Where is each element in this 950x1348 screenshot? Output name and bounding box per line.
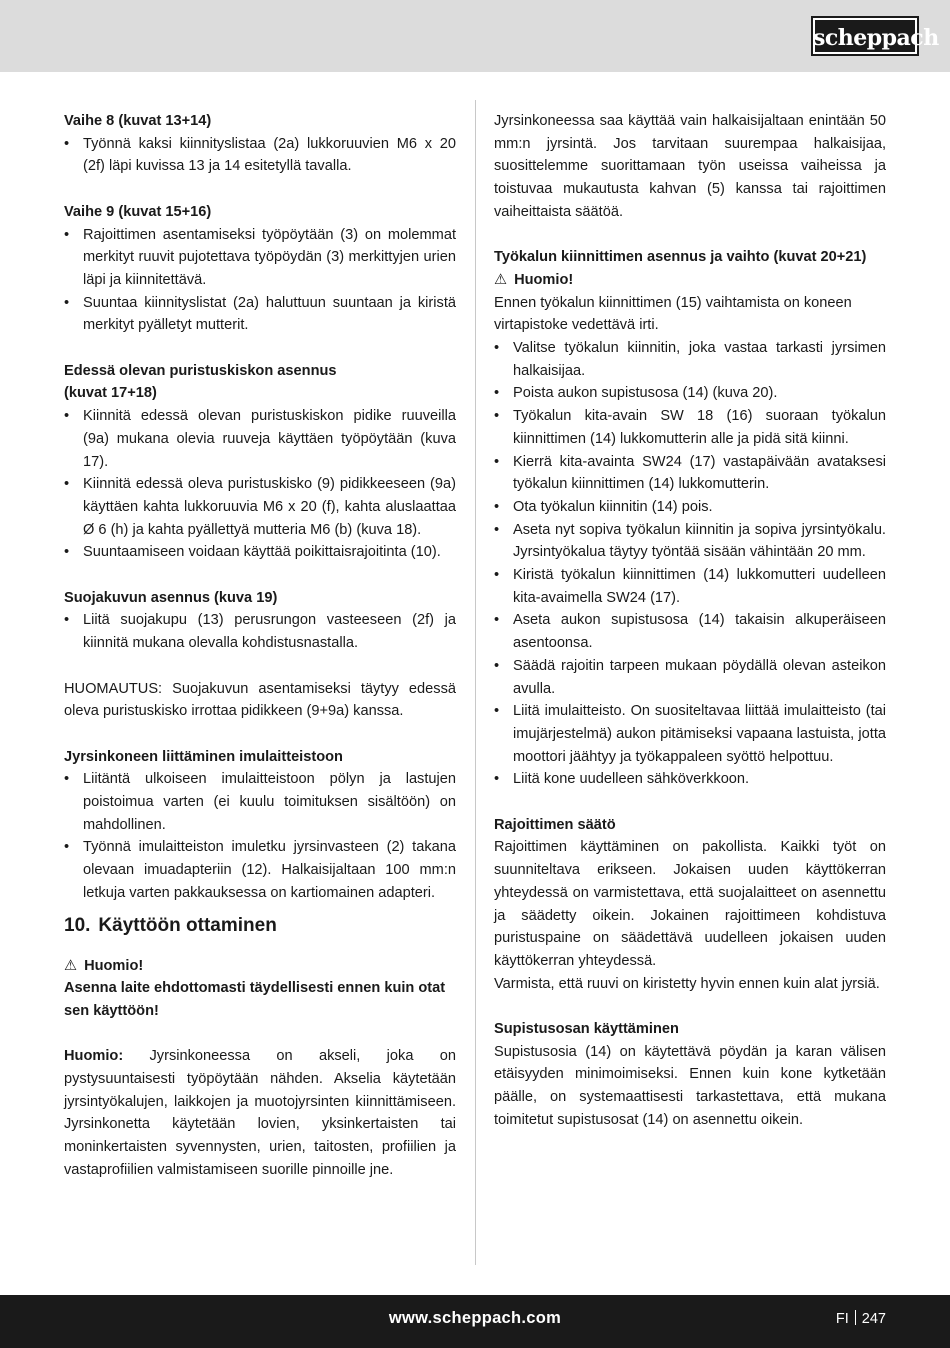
clamp-heading: Edessä olevan puristuskiskon asennus [64,362,337,379]
section-number: 10. [64,914,91,936]
tool-list [494,337,886,791]
reduction-heading: Supistusosan käyttäminen [494,1021,679,1038]
step9-list [64,224,456,338]
scheppach-logo: scheppach [811,16,919,56]
dust-list [64,768,456,904]
list-item: • Liitä suojakupu (13) perusrungon vasteeseen (2f) ja kiinnitä mukana olevalla kohdistusnastalla. [64,609,456,654]
step8-heading: Vaihe 8 (kuvat 13+14) [64,113,212,129]
list-item: • Kierrä kita-avainta SW24 (17) vastapäivään avataksesi työkalun kiinnittimen (14) lukkomutterin. [494,451,886,496]
list-item: • Ota työkalun kiinnitin (14) pois. [494,496,886,519]
tool-warning-text: Ennen työkalun kiinnittimen (15) vaihtamista on koneen virtapistoke vedettävä irti. [494,294,852,334]
left-column [64,110,456,1182]
dust-heading: Jyrsinkoneen liittäminen imulaitteistoon [64,748,343,765]
step8-list [64,133,456,178]
list-item: • Liitä imulaitteisto. On suositeltavaa liittää imulaitteisto (tai imujärjestelmä) aukon pitämiseksi vapaana lastuista, jotta moottori jäähtyy ja työkappaleen syöttö helpottuu. [494,700,886,768]
page-number-value: 247 [861,1311,886,1327]
list-item: • Aseta aukon supistusosa (14) takaisin alkuperäiseen asentoonsa. [494,609,886,654]
fence-text-2: Varmista, että ruuvi on kiristetty hyvin ennen kuin alat jyrsiä. [494,975,880,992]
tool-heading: Työkalun kiinnittimen asennus ja vaihto (kuvat 20+21) [494,249,867,266]
language-code: FI [835,1311,849,1327]
clamp-list [64,405,456,564]
section-title-text: Käyttöön ottaminen [98,914,277,936]
list-item: • Kiinnitä edessä oleva puristuskisko (9) pidikkeeseen (9a) käyttäen kahta lukkoruuvia M6 x 20 (f), kahta aluslaattaa Ø 6 (h) ja kahta pyällettyä mutteria M6 (b) (kuva 18). [64,473,456,541]
list-item: • Työkalun kita-avain SW 18 (16) suoraan työkalun kiinnittimen (14) lukkomutterin alle ja pidä sitä kiinni. [494,405,886,450]
warning-triangle-icon: ⚠ [64,957,78,974]
note-paragraph [64,1045,456,1181]
list-item: • Työnnä imulaitteiston imuletku jyrsinvasteen (2) takana olevaan imuadapteriin (12). Halkaisijaltaan 100 mm:n letkuja varten pakkauksessa on kartiomainen adapteri. [64,836,456,904]
warning-triangle-icon: ⚠ [494,271,508,288]
note-text: Jyrsinkoneessa on akseli, joka on pystysuuntaisesti työpöytään nähden. Akselia käytetään jyrsintyökalujen, laikkojen ja muotojyrsinten kiinnittämiseen. Jyrsinkonetta käytetään lovien, yksinkertaisten tai moninkertaisten syvennysten, urien, taitosten, profiilien ja vastaprofiilien valmistamiseen suorille pinnoille jne. [64,1048,456,1178]
column-divider [475,100,476,1265]
list-item: • Poista aukon supistusosa (14) (kuva 20). [494,382,886,405]
warning-text: Asenna laite ehdottomasti täydellisesti ennen kuin otat sen käyttöön! [64,980,446,1019]
list-item: • Rajoittimen asentamiseksi työpöytään (3) on molemmat merkityt ruuvit pujotettava työpöydän (3) merkittyjen urien läpi ja kiinnitettävä. [64,224,456,292]
page-footer [0,1295,950,1348]
list-item: • Kiinnitä edessä olevan puristuskiskon pidike ruuveilla (9a) mukana olevia ruuveja käyttäen työpöytään (kuva 17). [64,405,456,473]
list-item: • Työnnä kaksi kiinnityslistaa (2a) lukkoruuvien M6 x 20 (2f) läpi kuvissa 13 ja 14 esitetyllä tavalla. [64,133,456,178]
fence-heading: Rajoittimen säätö [494,816,616,833]
list-item: • Aseta nyt sopiva työkalun kiinnitin ja sopiva jyrsintyökalu. Jyrsintyökalua täytyy työntää sisään vähintään 20 mm. [494,519,886,564]
warning-heading: ⚠ Huomio! [64,955,456,978]
list-item: • Liitä kone uudelleen sähköverkkoon. [494,768,886,791]
intro-paragraph: Jyrsinkoneessa saa käyttää vain halkaisijaltaan enintään 50 mm:n jyrsintä. Jos tarvitaan suurempaa halkaisijaa, suosittelemme suorittamaan työn useissa vaiheissa ja toistuvaa mukautusta kahvan (5) kanssa tai rajoittimen vaiheittaista säätöä. [494,113,886,220]
cover-list [64,609,456,654]
cover-note: HUOMAUTUS: Suojakuvun asentamiseksi täytyy edessä oleva puristuskisko irrottaa pidikkeen (9+9a) kanssa. [64,680,456,720]
right-column [494,110,886,1132]
website-link[interactable]: www.scheppach.com [388,1309,562,1327]
page-header [0,0,950,72]
step9-heading: Vaihe 9 (kuvat 15+16) [64,203,212,220]
fence-text: Rajoittimen käyttäminen on pakollista. Kaikki työt on suunniteltava erikseen. Jokaisen uuden käyttökerran yhteydessä on varmistettava, että suojalaitteet on asennettu ja säädetty oikein. Jokainen rajoittimeen kohdistuva puristuspaine on säädettävä uudelleen jokaisen uuden käyttökerran yhteydessä. [494,839,886,969]
list-item: • Suuntaa kiinnityslistat (2a) haluttuun suuntaan ja kiristä merkityt pyälletyt mutterit. [64,292,456,337]
list-item: • Suuntaamiseen voidaan käyttää poikittaisrajoitinta (10). [64,541,456,564]
list-item: • Liitäntä ulkoiseen imulaitteistoon pölyn ja lastujen poistoimua varten (ei kuulu toimituksen sisältöön) on mahdollinen. [64,768,456,836]
list-item: • Valitse työkalun kiinnitin, joka vastaa tarkasti jyrsimen halkaisijaa. [494,337,886,382]
note-label: Huomio: [64,1048,124,1065]
page-number [836,1310,886,1327]
clamp-heading-figures: (kuvat 17+18) [64,385,157,402]
list-item: • Säädä rajoitin tarpeen mukaan pöydällä olevan asteikon avulla. [494,655,886,700]
section-10-title [64,913,456,939]
cover-heading: Suojakuvun asennus (kuva 19) [64,589,278,606]
tool-warning-heading: ⚠ Huomio! [494,269,886,292]
reduction-text: Supistusosia (14) on käytettävä pöydän ja karan välisen etäisyyden minimoimiseksi. Ennen kuin kone kytketään päälle, on systemaattisesti tarkastettava, että mukana toimitetut supistusosat (14) on asennettu oikein. [494,1043,886,1128]
list-item: • Kiristä työkalun kiinnittimen (14) lukkomutteri uudelleen kita-avaimella SW24 (17). [494,564,886,609]
